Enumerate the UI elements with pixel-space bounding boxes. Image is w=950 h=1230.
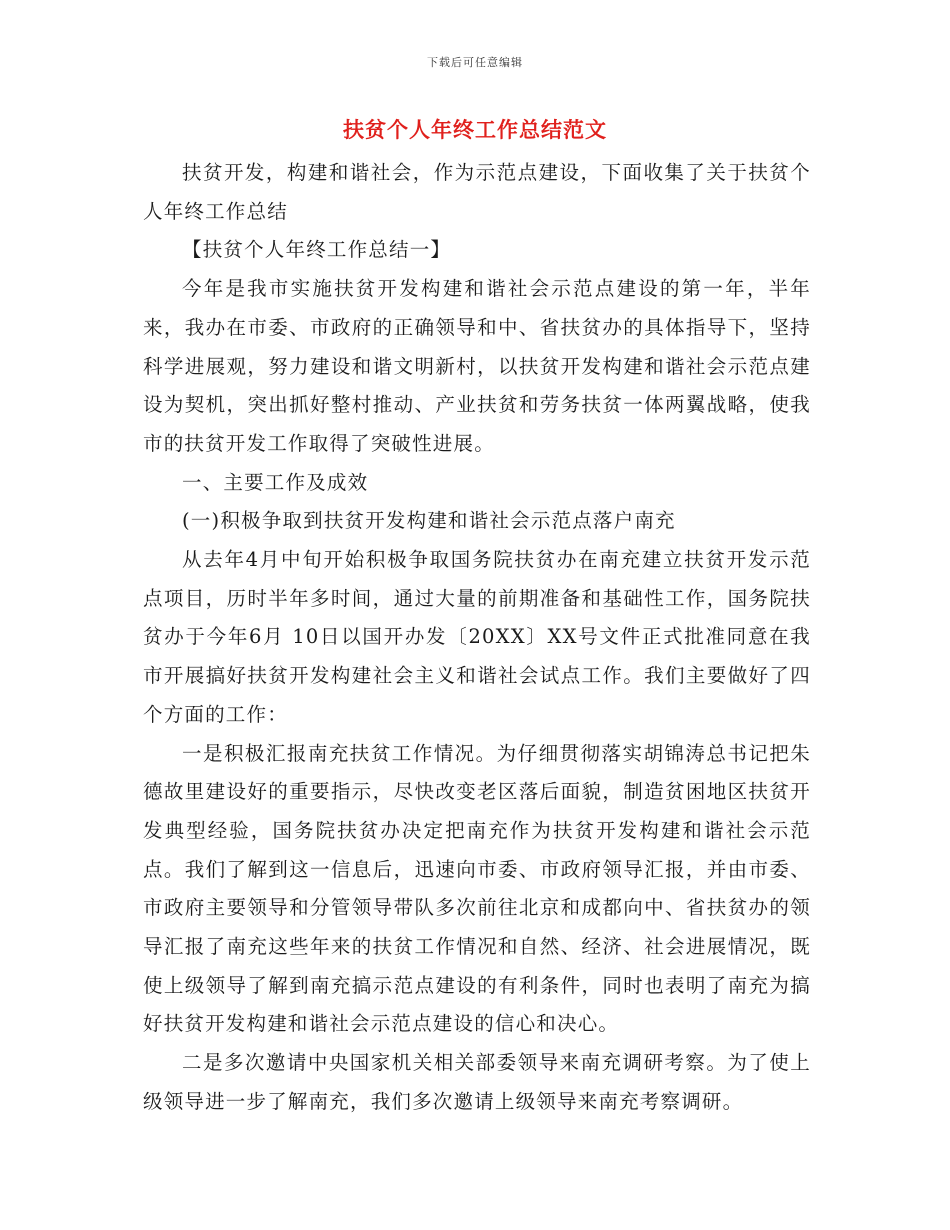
document-title: 扶贫个人年终工作总结范文 [343,117,607,142]
subheading: 一、主要工作及成效 [182,470,369,494]
paragraph-intro: 扶贫开发，构建和谐社会，作为示范点建设，下面收集了关于扶贫个人年终工作总结 [143,161,811,223]
paragraph: 今年是我市实施扶贫开发构建和谐社会示范点建设的第一年，半年来，我办在市委、市政府的正确领导和中、省扶贫办的具体指导下，坚持科学进展观，努力建设和谐文明新村，以扶贫开发构建和谐社会示范点建设为契机，突出抓好整村推动、产业扶贫和劳务扶贫一体两翼战略，使我市的扶贫开发工作取得了突破性进展。 [143,277,811,455]
subheading: (一)积极争取到扶贫开发构建和谐社会示范点落户南充 [182,509,676,533]
header-note: 下载后可任意编辑 [427,56,523,69]
section-heading: 【扶贫个人年终工作总结一】 [182,238,452,262]
paragraph: 从去年4月中旬开始积极争取国务院扶贫办在南充建立扶贫开发示范点项目，历时半年多时间，通过大量的前期准备和基础性工作，国务院扶贫办于今年6月 10日以国开办发〔20XX〕XX号文件正式批准同意在我市开展搞好扶贫开发构建社会主义和谐社会试点工作。我们主要做好了四个方面的工作： [143,548,811,726]
paragraph: 二是多次邀请中央国家机关相关部委领导来南充调研考察。为了使上级领导进一步了解南充，我们多次邀请上级领导来南充考察调研。 [143,1051,811,1113]
paragraph: 一是积极汇报南充扶贫工作情况。为仔细贯彻落实胡锦涛总书记把朱德故里建设好的重要指示，尽快改变老区落后面貌，制造贫困地区扶贫开发典型经验，国务院扶贫办决定把南充作为扶贫开发构建和谐社会示范点。我们了解到这一信息后，迅速向市委、市政府领导汇报，并由市委、市政府主要领导和分管领导带队多次前往北京和成都向中、省扶贫办的领导汇报了南充这些年来的扶贫工作情况和自然、经济、社会进展情况，既使上级领导了解到南充搞示范点建设的有利条件，同时也表明了南充为搞好扶贫开发构建和谐社会示范点建设的信心和决心。 [143,741,811,1036]
document-body [143,154,811,1122]
